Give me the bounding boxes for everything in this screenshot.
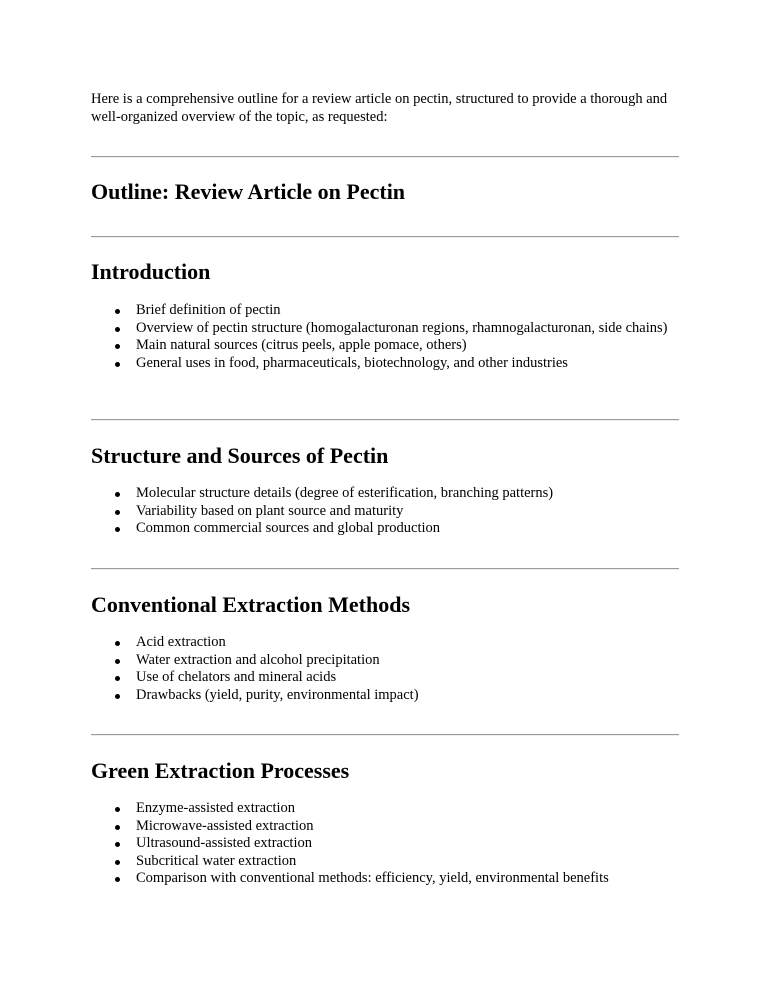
- list-item-text: Water extraction and alcohol precipitation: [136, 651, 380, 668]
- list-item-text: Acid extraction: [136, 634, 226, 650]
- list-item: [91, 669, 679, 687]
- bullet-icon: [115, 641, 120, 646]
- intro-paragraph: Here is a comprehensive outline for a review article on pectin, structured to provide a thorough and well-organized overview of the topic, as requested:: [91, 91, 668, 125]
- list-item: [91, 355, 679, 373]
- bullet-icon: [115, 492, 120, 497]
- list-item: [91, 687, 679, 705]
- bullet-icon: [115, 825, 120, 830]
- bullet-icon: [115, 527, 120, 532]
- bullet-list-conventional-extraction: [91, 634, 679, 704]
- bullet-icon: [115, 807, 120, 812]
- bullet-list-introduction: [91, 302, 679, 372]
- list-item-text: Ultrasound-assisted extraction: [136, 835, 312, 851]
- list-item-text: Molecular structure details (degree of esterification, branching patterns): [136, 485, 554, 501]
- list-item: [91, 652, 679, 670]
- bullet-icon: [115, 309, 120, 314]
- list-item-text: Microwave-assisted extraction: [136, 817, 314, 834]
- list-item-text: Brief definition of pectin: [136, 302, 281, 318]
- list-item: [91, 485, 679, 503]
- bullet-icon: [115, 344, 120, 349]
- list-item: [91, 853, 679, 871]
- section-heading-introduction: Introduction: [91, 259, 211, 284]
- list-item-text: Use of chelators and mineral acids: [136, 669, 337, 685]
- section-heading-structure-sources: Structure and Sources of Pectin: [91, 443, 389, 468]
- list-item: [91, 337, 679, 355]
- section-heading-conventional-extraction: Conventional Extraction Methods: [91, 592, 410, 617]
- bullet-list-green-extraction: [91, 800, 679, 888]
- list-item-text: Overview of pectin structure (homogalacturonan regions, rhamnogalacturonan, side chains): [136, 319, 668, 336]
- list-item-text: General uses in food, pharmaceuticals, biotechnology, and other industries: [136, 354, 568, 371]
- divider: [91, 419, 679, 421]
- bullet-icon: [115, 362, 120, 367]
- section-heading-green-extraction: Green Extraction Processes: [91, 758, 350, 783]
- list-item: [91, 835, 679, 853]
- list-item: [91, 800, 679, 818]
- divider: [91, 236, 679, 238]
- bullet-icon: [115, 510, 120, 515]
- bullet-icon: [115, 877, 120, 882]
- divider: [91, 156, 679, 158]
- bullet-icon: [115, 694, 120, 699]
- bullet-list-structure-sources: [91, 485, 679, 538]
- list-item-text: Subcritical water extraction: [136, 852, 297, 869]
- document-title: Outline: Review Article on Pectin: [91, 179, 406, 204]
- bullet-icon: [115, 860, 120, 865]
- list-item: [91, 818, 679, 836]
- divider: [91, 568, 679, 570]
- divider: [91, 734, 679, 736]
- list-item: [91, 302, 679, 320]
- bullet-icon: [115, 327, 120, 332]
- list-item-text: Enzyme-assisted extraction: [136, 800, 296, 816]
- list-item-text: Drawbacks (yield, purity, environmental impact): [136, 686, 419, 703]
- bullet-icon: [115, 676, 120, 681]
- list-item: [91, 520, 679, 538]
- bullet-icon: [115, 842, 120, 847]
- list-item-text: Variability based on plant source and maturity: [136, 502, 404, 519]
- list-item: [91, 870, 679, 888]
- list-item: [91, 320, 679, 338]
- list-item-text: Comparison with conventional methods: efficiency, yield, environmental benefits: [136, 870, 609, 886]
- list-item: [91, 503, 679, 521]
- list-item-text: Main natural sources (citrus peels, apple pomace, others): [136, 337, 467, 353]
- list-item-text: Common commercial sources and global production: [136, 520, 441, 536]
- list-item: [91, 634, 679, 652]
- bullet-icon: [115, 659, 120, 664]
